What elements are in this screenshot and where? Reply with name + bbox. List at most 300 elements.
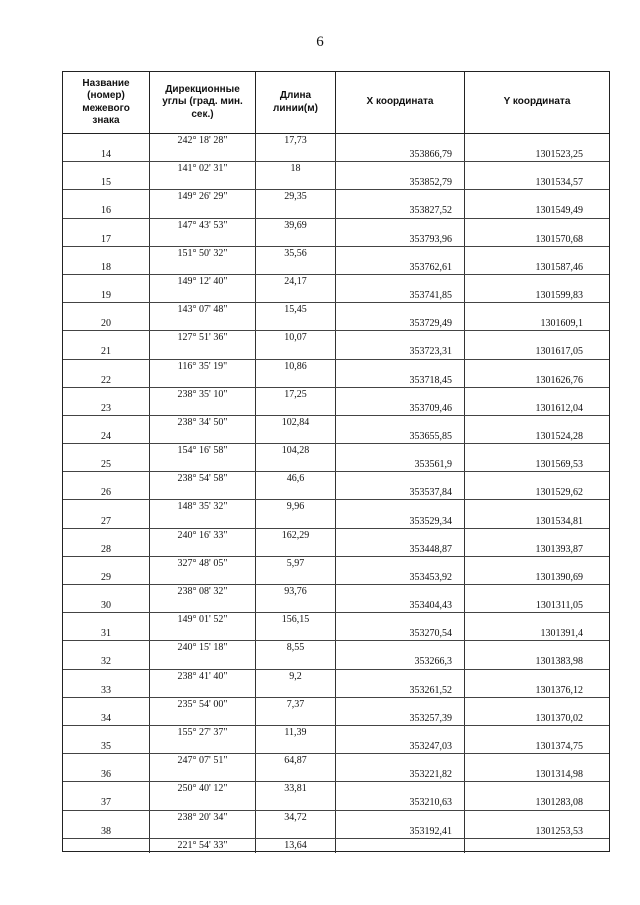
point-y: 1301383,98 bbox=[535, 656, 583, 668]
segment-row bbox=[63, 641, 609, 655]
point-row bbox=[63, 486, 609, 500]
segment-y-cell bbox=[465, 839, 609, 853]
point-length-cell bbox=[256, 486, 336, 499]
point-angle-cell bbox=[150, 402, 256, 415]
point-y: 1301549,49 bbox=[535, 205, 583, 217]
point-x: 353561,9 bbox=[336, 458, 465, 471]
header-name: Название (номер) межевого знака bbox=[63, 72, 150, 133]
header-x: X координата bbox=[336, 72, 465, 133]
point-row bbox=[63, 289, 609, 303]
segment-row bbox=[63, 331, 609, 345]
segment-angle: 240° 15' 18" bbox=[150, 641, 256, 655]
segment-y-cell bbox=[465, 529, 609, 543]
header-length: Длина линии(м) bbox=[256, 72, 336, 133]
segment-angle: 247° 07' 51" bbox=[150, 754, 256, 768]
point-y: 1301609,1 bbox=[540, 318, 583, 330]
point-row bbox=[63, 515, 609, 529]
segment-y-cell bbox=[465, 444, 609, 458]
segment-length: 8,55 bbox=[256, 641, 336, 655]
segment-name-cell bbox=[63, 782, 150, 796]
segment-y-cell bbox=[465, 303, 609, 317]
point-angle-cell bbox=[150, 543, 256, 556]
point-length-cell bbox=[256, 599, 336, 612]
segment-angle: 235° 54' 00" bbox=[150, 698, 256, 712]
point-y: 1301570,68 bbox=[535, 233, 583, 245]
segment-x-cell bbox=[336, 670, 465, 684]
segment-length: 29,35 bbox=[256, 190, 336, 204]
segment-x-cell bbox=[336, 388, 465, 402]
segment-length: 5,97 bbox=[256, 557, 336, 571]
segment-name-cell bbox=[63, 472, 150, 486]
segment-y-cell bbox=[465, 134, 609, 148]
segment-name-cell bbox=[63, 162, 150, 176]
point-x: 353266,3 bbox=[336, 655, 465, 668]
point-angle-cell bbox=[150, 458, 256, 471]
point-row bbox=[63, 345, 609, 359]
point-angle-cell bbox=[150, 599, 256, 612]
segment-length: 18 bbox=[256, 162, 336, 176]
segment-y-cell bbox=[465, 500, 609, 514]
table-header bbox=[62, 71, 610, 134]
segment-angle: 238° 20' 34" bbox=[150, 811, 256, 825]
point-name: 16 bbox=[63, 204, 150, 217]
segment-row bbox=[63, 529, 609, 543]
point-angle-cell bbox=[150, 768, 256, 781]
segment-row bbox=[63, 472, 609, 486]
segment-length: 162,29 bbox=[256, 529, 336, 543]
segment-y-cell bbox=[465, 557, 609, 571]
segment-x-cell bbox=[336, 303, 465, 317]
segment-y-cell bbox=[465, 613, 609, 627]
segment-x-cell bbox=[336, 219, 465, 233]
segment-angle: 221° 54' 33" bbox=[150, 839, 256, 853]
point-row bbox=[63, 684, 609, 698]
segment-x-cell bbox=[336, 811, 465, 825]
point-angle-cell bbox=[150, 148, 256, 161]
segment-length: 17,73 bbox=[256, 134, 336, 148]
point-name: 19 bbox=[63, 289, 150, 302]
point-row bbox=[63, 571, 609, 585]
segment-y-cell bbox=[465, 811, 609, 825]
point-length-cell bbox=[256, 655, 336, 668]
segment-y-cell bbox=[465, 416, 609, 430]
segment-angle: 238° 08' 32" bbox=[150, 585, 256, 599]
point-y: 1301617,05 bbox=[535, 346, 583, 358]
point-angle-cell bbox=[150, 627, 256, 640]
point-row bbox=[63, 374, 609, 388]
point-name: 36 bbox=[63, 768, 150, 781]
segment-x-cell bbox=[336, 529, 465, 543]
point-angle-cell bbox=[150, 289, 256, 302]
point-name: 15 bbox=[63, 176, 150, 189]
point-x: 353718,45 bbox=[336, 374, 465, 387]
segment-angle: 238° 34' 50" bbox=[150, 416, 256, 430]
segment-x-cell bbox=[336, 416, 465, 430]
segment-name-cell bbox=[63, 219, 150, 233]
point-length-cell bbox=[256, 402, 336, 415]
segment-length: 102,84 bbox=[256, 416, 336, 430]
point-row bbox=[63, 543, 609, 557]
point-length-cell bbox=[256, 796, 336, 809]
point-angle-cell bbox=[150, 515, 256, 528]
point-length-cell bbox=[256, 543, 336, 556]
segment-y-cell bbox=[465, 472, 609, 486]
segment-angle: 238° 54' 58" bbox=[150, 472, 256, 486]
segment-row bbox=[63, 670, 609, 684]
segment-row bbox=[63, 388, 609, 402]
point-angle-cell bbox=[150, 486, 256, 499]
point-name: 17 bbox=[63, 233, 150, 246]
segment-angle: 141° 02' 31" bbox=[150, 162, 256, 176]
point-length-cell bbox=[256, 176, 336, 189]
segment-length: 11,39 bbox=[256, 726, 336, 740]
point-y: 1301534,81 bbox=[535, 515, 583, 527]
point-x: 353221,82 bbox=[336, 768, 465, 781]
coordinates-table-body bbox=[62, 134, 610, 852]
point-length-cell bbox=[256, 825, 336, 838]
point-row bbox=[63, 148, 609, 162]
point-row bbox=[63, 712, 609, 726]
segment-length: 13,64 bbox=[256, 839, 336, 853]
header-angle: Дирекционные углы (град. мин. сек.) bbox=[150, 72, 256, 133]
point-angle-cell bbox=[150, 684, 256, 697]
segment-length: 39,69 bbox=[256, 219, 336, 233]
point-name: 28 bbox=[63, 543, 150, 556]
point-name: 23 bbox=[63, 402, 150, 415]
point-row bbox=[63, 458, 609, 472]
point-angle-cell bbox=[150, 571, 256, 584]
point-angle-cell bbox=[150, 261, 256, 274]
page-number: 6 bbox=[316, 34, 324, 50]
segment-row bbox=[63, 698, 609, 712]
point-y: 1301376,12 bbox=[535, 684, 583, 696]
point-row bbox=[63, 430, 609, 444]
segment-row bbox=[63, 134, 609, 148]
segment-angle: 149° 26' 29" bbox=[150, 190, 256, 204]
point-name: 24 bbox=[63, 430, 150, 443]
point-y: 1301390,69 bbox=[535, 571, 583, 583]
segment-x-cell bbox=[336, 698, 465, 712]
point-name: 32 bbox=[63, 655, 150, 668]
segment-name-cell bbox=[63, 190, 150, 204]
segment-length: 93,76 bbox=[256, 585, 336, 599]
segment-angle: 154° 16' 58" bbox=[150, 444, 256, 458]
point-x: 353257,39 bbox=[336, 712, 465, 725]
point-x: 353866,79 bbox=[336, 148, 465, 161]
point-y: 1301370,02 bbox=[535, 712, 583, 724]
point-name: 30 bbox=[63, 599, 150, 612]
point-name: 18 bbox=[63, 261, 150, 274]
segment-angle: 148° 35' 32" bbox=[150, 500, 256, 514]
segment-x-cell bbox=[336, 557, 465, 571]
segment-y-cell bbox=[465, 247, 609, 261]
segment-angle: 149° 01' 52" bbox=[150, 613, 256, 627]
segment-length: 34,72 bbox=[256, 811, 336, 825]
segment-x-cell bbox=[336, 472, 465, 486]
segment-name-cell bbox=[63, 585, 150, 599]
point-row bbox=[63, 599, 609, 613]
point-y: 1301523,25 bbox=[535, 149, 583, 161]
point-length-cell bbox=[256, 317, 336, 330]
segment-x-cell bbox=[336, 444, 465, 458]
segment-angle: 143° 07' 48" bbox=[150, 303, 256, 317]
point-row bbox=[63, 261, 609, 275]
point-angle-cell bbox=[150, 204, 256, 217]
segment-x-cell bbox=[336, 247, 465, 261]
segment-length: 15,45 bbox=[256, 303, 336, 317]
segment-row bbox=[63, 782, 609, 796]
point-length-cell bbox=[256, 289, 336, 302]
segment-name-cell bbox=[63, 303, 150, 317]
segment-y-cell bbox=[465, 782, 609, 796]
segment-x-cell bbox=[336, 275, 465, 289]
point-name: 26 bbox=[63, 486, 150, 499]
segment-y-cell bbox=[465, 388, 609, 402]
point-x: 353762,61 bbox=[336, 261, 465, 274]
segment-row bbox=[63, 303, 609, 317]
point-x: 353655,85 bbox=[336, 430, 465, 443]
point-x: 353827,52 bbox=[336, 204, 465, 217]
point-y: 1301283,08 bbox=[535, 797, 583, 809]
point-name: 21 bbox=[63, 345, 150, 358]
segment-y-cell bbox=[465, 585, 609, 599]
segment-row bbox=[63, 613, 609, 627]
segment-length: 7,37 bbox=[256, 698, 336, 712]
segment-row bbox=[63, 162, 609, 176]
point-x: 353852,79 bbox=[336, 176, 465, 189]
segment-x-cell bbox=[336, 585, 465, 599]
point-row bbox=[63, 655, 609, 669]
segment-length: 10,07 bbox=[256, 331, 336, 345]
segment-name-cell bbox=[63, 529, 150, 543]
point-angle-cell bbox=[150, 176, 256, 189]
point-row bbox=[63, 317, 609, 331]
segment-length: 156,15 bbox=[256, 613, 336, 627]
segment-name-cell bbox=[63, 416, 150, 430]
point-length-cell bbox=[256, 345, 336, 358]
segment-x-cell bbox=[336, 190, 465, 204]
point-name: 33 bbox=[63, 684, 150, 697]
point-row bbox=[63, 825, 609, 839]
segment-row bbox=[63, 247, 609, 261]
point-x: 353709,46 bbox=[336, 402, 465, 415]
point-length-cell bbox=[256, 768, 336, 781]
point-name: 31 bbox=[63, 627, 150, 640]
segment-x-cell bbox=[336, 641, 465, 655]
point-y: 1301626,76 bbox=[535, 374, 583, 386]
segment-angle: 238° 35' 10" bbox=[150, 388, 256, 402]
segment-length: 9,2 bbox=[256, 670, 336, 684]
segment-y-cell bbox=[465, 726, 609, 740]
segment-row bbox=[63, 416, 609, 430]
point-row bbox=[63, 204, 609, 218]
point-x: 353529,34 bbox=[336, 515, 465, 528]
point-length-cell bbox=[256, 684, 336, 697]
point-y: 1301391,4 bbox=[540, 628, 583, 640]
segment-angle: 327° 48' 05" bbox=[150, 557, 256, 571]
segment-row bbox=[63, 585, 609, 599]
point-y: 1301529,62 bbox=[535, 487, 583, 499]
point-length-cell bbox=[256, 204, 336, 217]
point-y: 1301599,83 bbox=[535, 290, 583, 302]
segment-name-cell bbox=[63, 331, 150, 345]
point-x: 353247,03 bbox=[336, 740, 465, 753]
segment-name-cell bbox=[63, 557, 150, 571]
point-length-cell bbox=[256, 712, 336, 725]
point-angle-cell bbox=[150, 374, 256, 387]
point-y: 1301393,87 bbox=[535, 543, 583, 555]
segment-x-cell bbox=[336, 839, 465, 853]
point-angle-cell bbox=[150, 712, 256, 725]
segment-name-cell bbox=[63, 134, 150, 148]
segment-x-cell bbox=[336, 500, 465, 514]
segment-x-cell bbox=[336, 162, 465, 176]
segment-y-cell bbox=[465, 698, 609, 712]
point-x: 353537,84 bbox=[336, 486, 465, 499]
segment-angle: 238° 41' 40" bbox=[150, 670, 256, 684]
point-name: 20 bbox=[63, 317, 150, 330]
point-y: 1301534,57 bbox=[535, 177, 583, 189]
segment-y-cell bbox=[465, 641, 609, 655]
point-angle-cell bbox=[150, 345, 256, 358]
segment-name-cell bbox=[63, 275, 150, 289]
segment-name-cell bbox=[63, 388, 150, 402]
point-x: 353192,41 bbox=[336, 825, 465, 838]
segment-y-cell bbox=[465, 670, 609, 684]
point-row bbox=[63, 233, 609, 247]
point-angle-cell bbox=[150, 317, 256, 330]
segment-x-cell bbox=[336, 613, 465, 627]
point-name: 35 bbox=[63, 740, 150, 753]
point-length-cell bbox=[256, 515, 336, 528]
segment-angle: 250° 40' 12" bbox=[150, 782, 256, 796]
segment-angle: 127° 51' 36" bbox=[150, 331, 256, 345]
segment-length: 9,96 bbox=[256, 500, 336, 514]
point-name: 37 bbox=[63, 796, 150, 809]
segment-row bbox=[63, 219, 609, 233]
segment-angle: 149° 12' 40" bbox=[150, 275, 256, 289]
segment-angle: 155° 27' 37" bbox=[150, 726, 256, 740]
header-y: Y координата bbox=[503, 96, 571, 108]
point-y: 1301314,98 bbox=[535, 769, 583, 781]
point-length-cell bbox=[256, 148, 336, 161]
point-angle-cell bbox=[150, 796, 256, 809]
segment-y-cell bbox=[465, 219, 609, 233]
segment-row bbox=[63, 839, 609, 853]
segment-angle: 242° 18' 28" bbox=[150, 134, 256, 148]
point-length-cell bbox=[256, 261, 336, 274]
segment-y-cell bbox=[465, 360, 609, 374]
segment-row bbox=[63, 360, 609, 374]
point-angle-cell bbox=[150, 430, 256, 443]
segment-name-cell bbox=[63, 754, 150, 768]
point-x: 353729,49 bbox=[336, 317, 465, 330]
segment-y-cell bbox=[465, 754, 609, 768]
segment-length: 64,87 bbox=[256, 754, 336, 768]
point-x: 353210,63 bbox=[336, 796, 465, 809]
segment-length: 10,86 bbox=[256, 360, 336, 374]
segment-name-cell bbox=[63, 360, 150, 374]
point-x: 353448,87 bbox=[336, 543, 465, 556]
point-x: 353793,96 bbox=[336, 233, 465, 246]
segment-name-cell bbox=[63, 500, 150, 514]
point-y: 1301253,53 bbox=[535, 825, 583, 837]
segment-y-cell bbox=[465, 331, 609, 345]
point-y: 1301569,53 bbox=[535, 459, 583, 471]
point-x: 353261,52 bbox=[336, 684, 465, 697]
segment-y-cell bbox=[465, 275, 609, 289]
segment-x-cell bbox=[336, 782, 465, 796]
segment-row bbox=[63, 726, 609, 740]
point-length-cell bbox=[256, 571, 336, 584]
segment-y-cell bbox=[465, 190, 609, 204]
segment-name-cell bbox=[63, 444, 150, 458]
segment-row bbox=[63, 275, 609, 289]
point-length-cell bbox=[256, 740, 336, 753]
segment-angle: 116° 35' 19" bbox=[150, 360, 256, 374]
point-row bbox=[63, 176, 609, 190]
segment-x-cell bbox=[336, 331, 465, 345]
segment-angle: 151° 50' 32" bbox=[150, 247, 256, 261]
segment-name-cell bbox=[63, 247, 150, 261]
segment-row bbox=[63, 754, 609, 768]
segment-name-cell bbox=[63, 698, 150, 712]
segment-length: 24,17 bbox=[256, 275, 336, 289]
point-name: 22 bbox=[63, 374, 150, 387]
point-length-cell bbox=[256, 430, 336, 443]
segment-y-cell bbox=[465, 162, 609, 176]
point-y: 1301374,75 bbox=[535, 741, 583, 753]
segment-length: 17,25 bbox=[256, 388, 336, 402]
point-name: 38 bbox=[63, 825, 150, 838]
point-y: 1301524,28 bbox=[535, 430, 583, 442]
segment-row bbox=[63, 557, 609, 571]
segment-length: 104,28 bbox=[256, 444, 336, 458]
point-length-cell bbox=[256, 627, 336, 640]
segment-row bbox=[63, 500, 609, 514]
segment-row bbox=[63, 190, 609, 204]
point-angle-cell bbox=[150, 655, 256, 668]
segment-length: 46,6 bbox=[256, 472, 336, 486]
point-length-cell bbox=[256, 374, 336, 387]
segment-angle: 147° 43' 53" bbox=[150, 219, 256, 233]
segment-angle: 240° 16' 33" bbox=[150, 529, 256, 543]
point-y: 1301587,46 bbox=[535, 261, 583, 273]
segment-x-cell bbox=[336, 360, 465, 374]
point-angle-cell bbox=[150, 740, 256, 753]
segment-length: 33,81 bbox=[256, 782, 336, 796]
point-row bbox=[63, 796, 609, 810]
segment-x-cell bbox=[336, 134, 465, 148]
segment-name-cell bbox=[63, 641, 150, 655]
point-name: 25 bbox=[63, 458, 150, 471]
point-angle-cell bbox=[150, 233, 256, 246]
point-x: 353741,85 bbox=[336, 289, 465, 302]
point-name: 29 bbox=[63, 571, 150, 584]
point-name: 27 bbox=[63, 515, 150, 528]
point-length-cell bbox=[256, 233, 336, 246]
segment-length: 35,56 bbox=[256, 247, 336, 261]
point-x: 353723,31 bbox=[336, 345, 465, 358]
segment-name-cell bbox=[63, 811, 150, 825]
point-length-cell bbox=[256, 458, 336, 471]
segment-row bbox=[63, 444, 609, 458]
point-name: 14 bbox=[63, 148, 150, 161]
point-x: 353270,54 bbox=[336, 627, 465, 640]
point-name: 34 bbox=[63, 712, 150, 725]
segment-x-cell bbox=[336, 726, 465, 740]
segment-name-cell bbox=[63, 613, 150, 627]
